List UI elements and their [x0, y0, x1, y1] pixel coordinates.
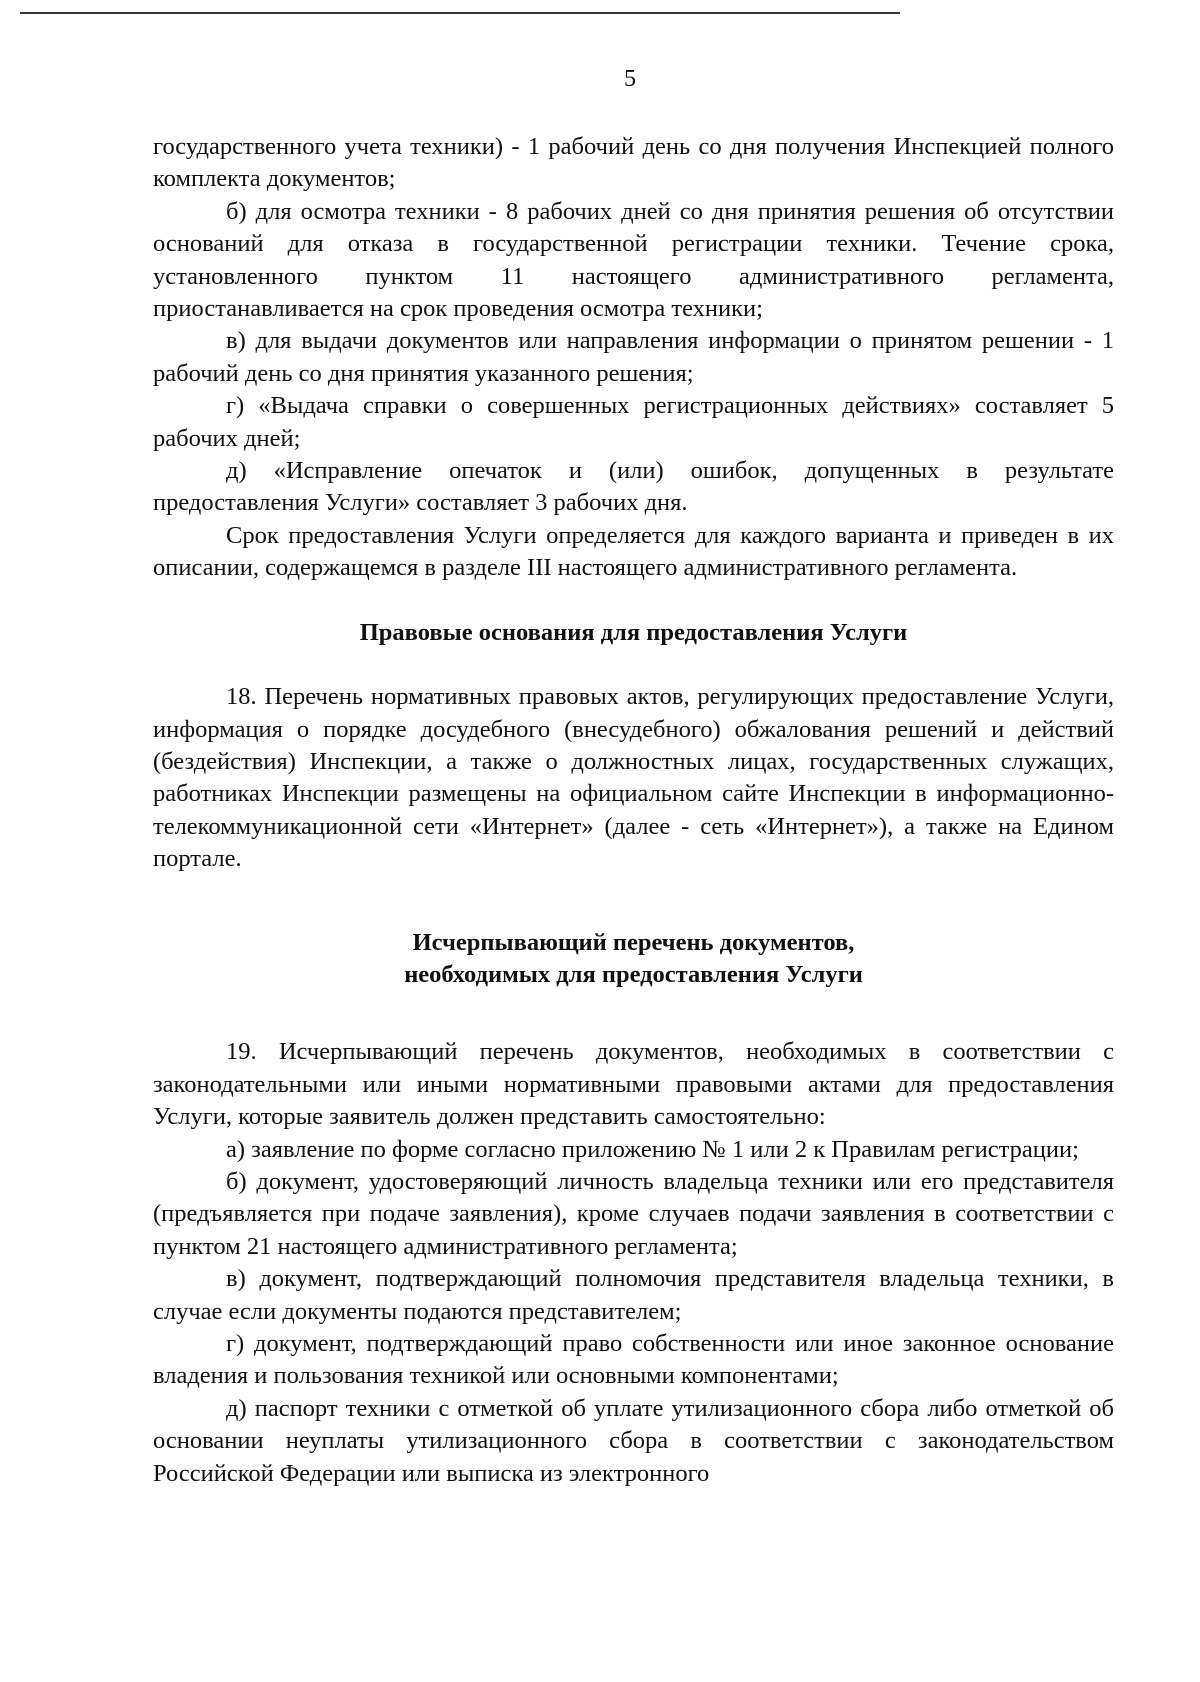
list-item-19-d: д) паспорт техники с отметкой об уплате утилизационного сбора либо отметкой об основании неуплаты утилизационного сбора в соответствии с законодательством Российской Федерации или выписка из электронного [153, 1394, 1114, 1487]
section-heading-documents [153, 927, 1114, 992]
top-rule [20, 12, 900, 14]
paragraph-19: 19. Исчерпывающий перечень документов, необходимых в соответствии с законодательными или иными нормативными правовыми актами для предоставления Услуги, которые заявитель должен представить самостоятельно: [153, 1038, 1114, 1131]
document-body [153, 131, 1114, 1490]
list-item-19-v: в) документ, подтверждающий полномочия представителя владельца техники, в случае если документы подаются представителем; [153, 1265, 1114, 1325]
list-item-19-b: б) документ, удостоверяющий личность владельца техники или его представителя (предъявляется при подаче заявления), кроме случаев подачи заявления в соответствии с пунктом 21 настоящего административного регламента; [153, 1167, 1114, 1260]
paragraph-item-b: б) для осмотра техники - 8 рабочих дней со дня принятия решения об отсутствии оснований для отказа в государственной регистрации техники. Течение срока, установленного пунктом 11 настоящего административного регламента, приостанавливается на срок проведения осмотра техники; [153, 197, 1114, 323]
section-heading-documents-line1: Исчерпывающий перечень документов, [412, 928, 855, 956]
list-item-19-a: а) заявление по форме согласно приложению № 1 или 2 к Правилам регистрации; [226, 1135, 1079, 1163]
section-heading-documents-line2: необходимых для предоставления Услуги [404, 960, 863, 988]
paragraph-item-g: г) «Выдача справки о совершенных регистрационных действиях» составляет 5 рабочих дней; [153, 392, 1114, 452]
page-number: 5 [624, 66, 636, 92]
list-item-19-g: г) документ, подтверждающий право собственности или иное законное основание владения и пользования техникой или основными компонентами; [153, 1330, 1114, 1390]
paragraph-item-d: д) «Исправление опечаток и (или) ошибок, допущенных в результате предоставления Услуги» составляет 3 рабочих дня. [153, 457, 1114, 517]
paragraph-continuation: государственного учета техники) - 1 рабочий день со дня получения Инспекцией полного комплекта документов; [153, 133, 1114, 193]
paragraph-item-v: в) для выдачи документов или направления информации о принятом решении - 1 рабочий день со дня принятия указанного решения; [153, 327, 1114, 387]
paragraph-term: Срок предоставления Услуги определяется для каждого варианта и приведен в их описании, содержащемся в разделе III настоящего административного регламента. [153, 521, 1114, 582]
paragraph-18: 18. Перечень нормативных правовых актов, регулирующих предоставление Услуги, информация о порядке досудебного (внесудебного) обжалования решений и действий (бездействия) Инспекции, а также о должностных лицах, государственных служащих, работниках Инспекции размещены на официальном сайте Инспекции в информационно-телекоммуникационной сети «Интернет» (далее - сеть «Интернет»), а также на Едином портале. [153, 683, 1114, 873]
section-heading-legal-basis: Правовые основания для предоставления Услуги [359, 618, 908, 646]
